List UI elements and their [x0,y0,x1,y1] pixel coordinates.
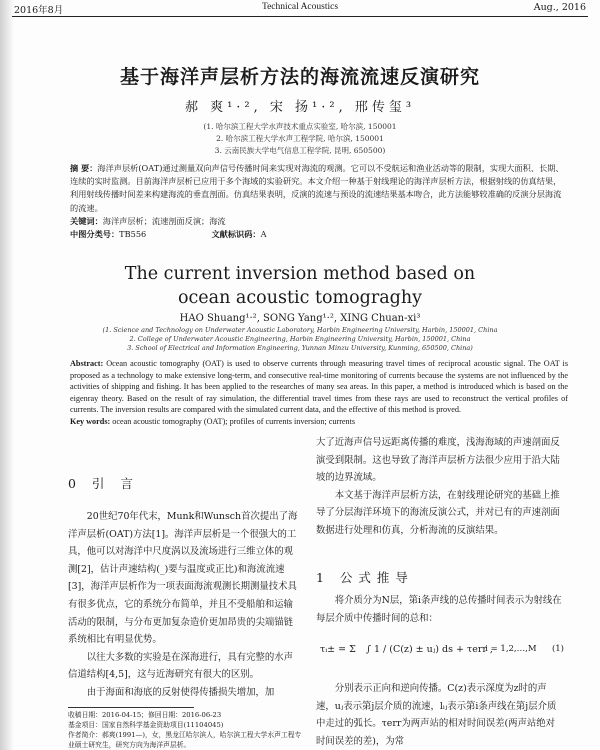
authors-en: HAO Shuang¹·², SONG Yang¹·², XING Chuan-xi³ [179,313,421,324]
footnote-fund: 基金项目：国家自然科学基金资助项目(11104045) [68,721,224,729]
affiliation-cn-1: (1. 哈尔滨工程大学水声技术重点实验室, 哈尔滨, 150001 [203,122,397,131]
paper-title-en-text: The current inversion method based on ocean acoustic tomograghy [124,264,476,308]
clc-number: TB556 [119,229,147,240]
footnote [68,710,308,750]
header-date: 2016年8月 [14,5,64,16]
paper-title-en [0,262,600,310]
section-0-heading: 0 引 言 [68,476,139,491]
doc-code-label: 文献标识码： [211,229,261,240]
abstract-en-label: Abstract: [70,359,104,368]
abstract-en [70,358,568,428]
equation-integrand: ∫ 1 / (C(z) ± uⱼ) ds + τerr , [366,644,493,655]
abstract-en-text: Ocean acoustic tomography (OAT) is used to observe currents through measuring travel times of reciprocal acoustic signal. The OAT is proposed as a technology to make extensive long-term, and consecutive real-time monitoring of currents because the systems are not influenced by the activities of shipping and fishing. It has been applied to the researches of many sea areas. In this paper, a method is introduced which is based on the eigenray theory. Based on the result of ray simulation, the differential travel times from these rays are used to reconstruct the vertical profiles of currents. The inversion results are compared with the simulated current data, and the effective of this method is proved. [70,359,569,415]
formula-explanation [316,680,564,750]
header-date-en: Aug., 2016 [533,2,586,13]
equation-index-and-number [485,644,564,654]
header-rule [12,16,588,17]
affiliation-cn-3: 3. 云南民族大学电气信息工程学院, 昆明, 650500) [214,146,386,155]
footnote-author: 作者简介：郝爽(1991—)，女，黑龙江哈尔滨人，哈尔滨工程大学水声工程专业硕士研究生，研究方向为海洋声层析。 [68,731,302,749]
abstract-cn-label: 摘 要： [70,163,98,173]
keywords-en: ocean acoustic tomography (OAT); profiles of currents inversion; currents [112,416,356,426]
intro-paragraph-1: 20世纪70年代末，Munk和Wunsch首次提出了海洋声层析(OAT)方法[1]。海洋声层析是一个很强大的工具，他可以对海洋中尺度涡以及流场进行三维立体的观测[2]，估计声速结构(_)要与温度或正比)和海流流速[3]，海洋声层析作为一项表面海流观测长期测量技术具有很多优点，它的系统分布简单，并且不受船舶和运输活动的限制，与分布更加复杂造价更加昂贵的尖端锚链系统相比有明显优势。 [68,511,298,646]
header-journal: Technical Acoustics [261,2,339,12]
right-paragraph-2: 本文基于海洋声层析方法，在射线理论研究的基础上推导了分层海洋环境下的海流反演公式，并对已有的声速剖面数据进行处理和仿真，分析海流的反演结果。 [316,489,560,536]
affiliation-en-2: 2. College of Underwater Acoustic Engineering, Harbin Engineering University, Harbin, 150001, China [129,335,471,343]
doc-code: A [260,229,267,240]
formula-intro-text: 将介质分为N层，第i条声线的总传播时间表示为射线在每层介质中传播时间的总和： [316,595,562,624]
equation-lhs: τᵢ± = Σ [320,644,356,655]
authors-cn: 郝 爽¹·², 宋 扬¹·², 邢传玺³ [184,100,416,115]
keywords-cn: 海洋声层析；流速剖面反演；海流 [102,215,226,226]
formula-explanation-text: 分别表示正向和逆向传播。C(z)表示深度为z时的声速，uⱼ表示第j层介质的流速，lᵢⱼ表示第i条声线在第j层介质中走过的弧长。τerr为两声站的相对时间误差(两声站绝对时间误差的差)，为常 [316,683,557,747]
footnote-received: 收稿日期：2016-04-15；修回日期：2016-06-23 [68,711,222,719]
intro-paragraph-3: 由于海面和海底的反射使得传播损失增加，加 [86,686,275,698]
abstract-cn [70,162,568,241]
affiliation-en-1: (1. Science and Technology on Underwater Acoustic Laboratory, Harbin Engineering University, Harbin, 150001, China [102,326,498,334]
right-column-body [316,434,564,540]
clc-label: 中图分类号： [70,229,120,240]
keywords-en-label: Key words: [70,416,111,426]
equation-index: i = 1,2,…,M [485,644,537,654]
affiliation-en-3: 3. School of Electrical and Information Engineering, Yunnan Minzu University, Kunming, 650500, China) [127,344,473,352]
affiliation-cn-2: 2. 哈尔滨工程大学水声工程学院, 哈尔滨, 150001 [216,134,384,143]
abstract-cn-text: 海洋声层析(OAT)通过测量双向声信号传播时间来实现对海流的观测。它可以不受航运和渔业活动等的限制，实现大面积、长期、连续的实时监测。目前海洋声层析已应用于多个海域的实验研究。本文介绍一种基于射线理论的海洋声层析方法，根据射线的仿真结果，利用射线传播时间差来构建海流的垂直剖面。仿真结果表明，反演的流速与预设的流速结果基本吻合，此方法能够较准确的反演分层海流的流速。 [70,163,564,213]
running-header [14,2,586,16]
footnote-rule [68,707,194,708]
section-1-heading: 1 公式推导 [316,570,414,585]
formula-intro [316,592,564,627]
equation-number: (1) [551,644,564,654]
equation-1 [316,630,564,674]
paper-title-cn: 基于海洋声层析方法的海流流速反演研究 [119,66,480,88]
keywords-cn-label: 关键词： [70,215,103,226]
intro-paragraph-2: 以往大多数的实验是在深海进行，具有完整的水声信道结构[4,5]，这与近海研究有很大的区别。 [68,651,294,681]
left-column-body [68,508,302,702]
right-paragraph-1: 大了近海声信号远距离传播的难度，浅海海域的声速剖面反演受到限制。这也导致了海洋声层析方法很少应用于沿大陆坡的边界流域。 [316,437,560,484]
